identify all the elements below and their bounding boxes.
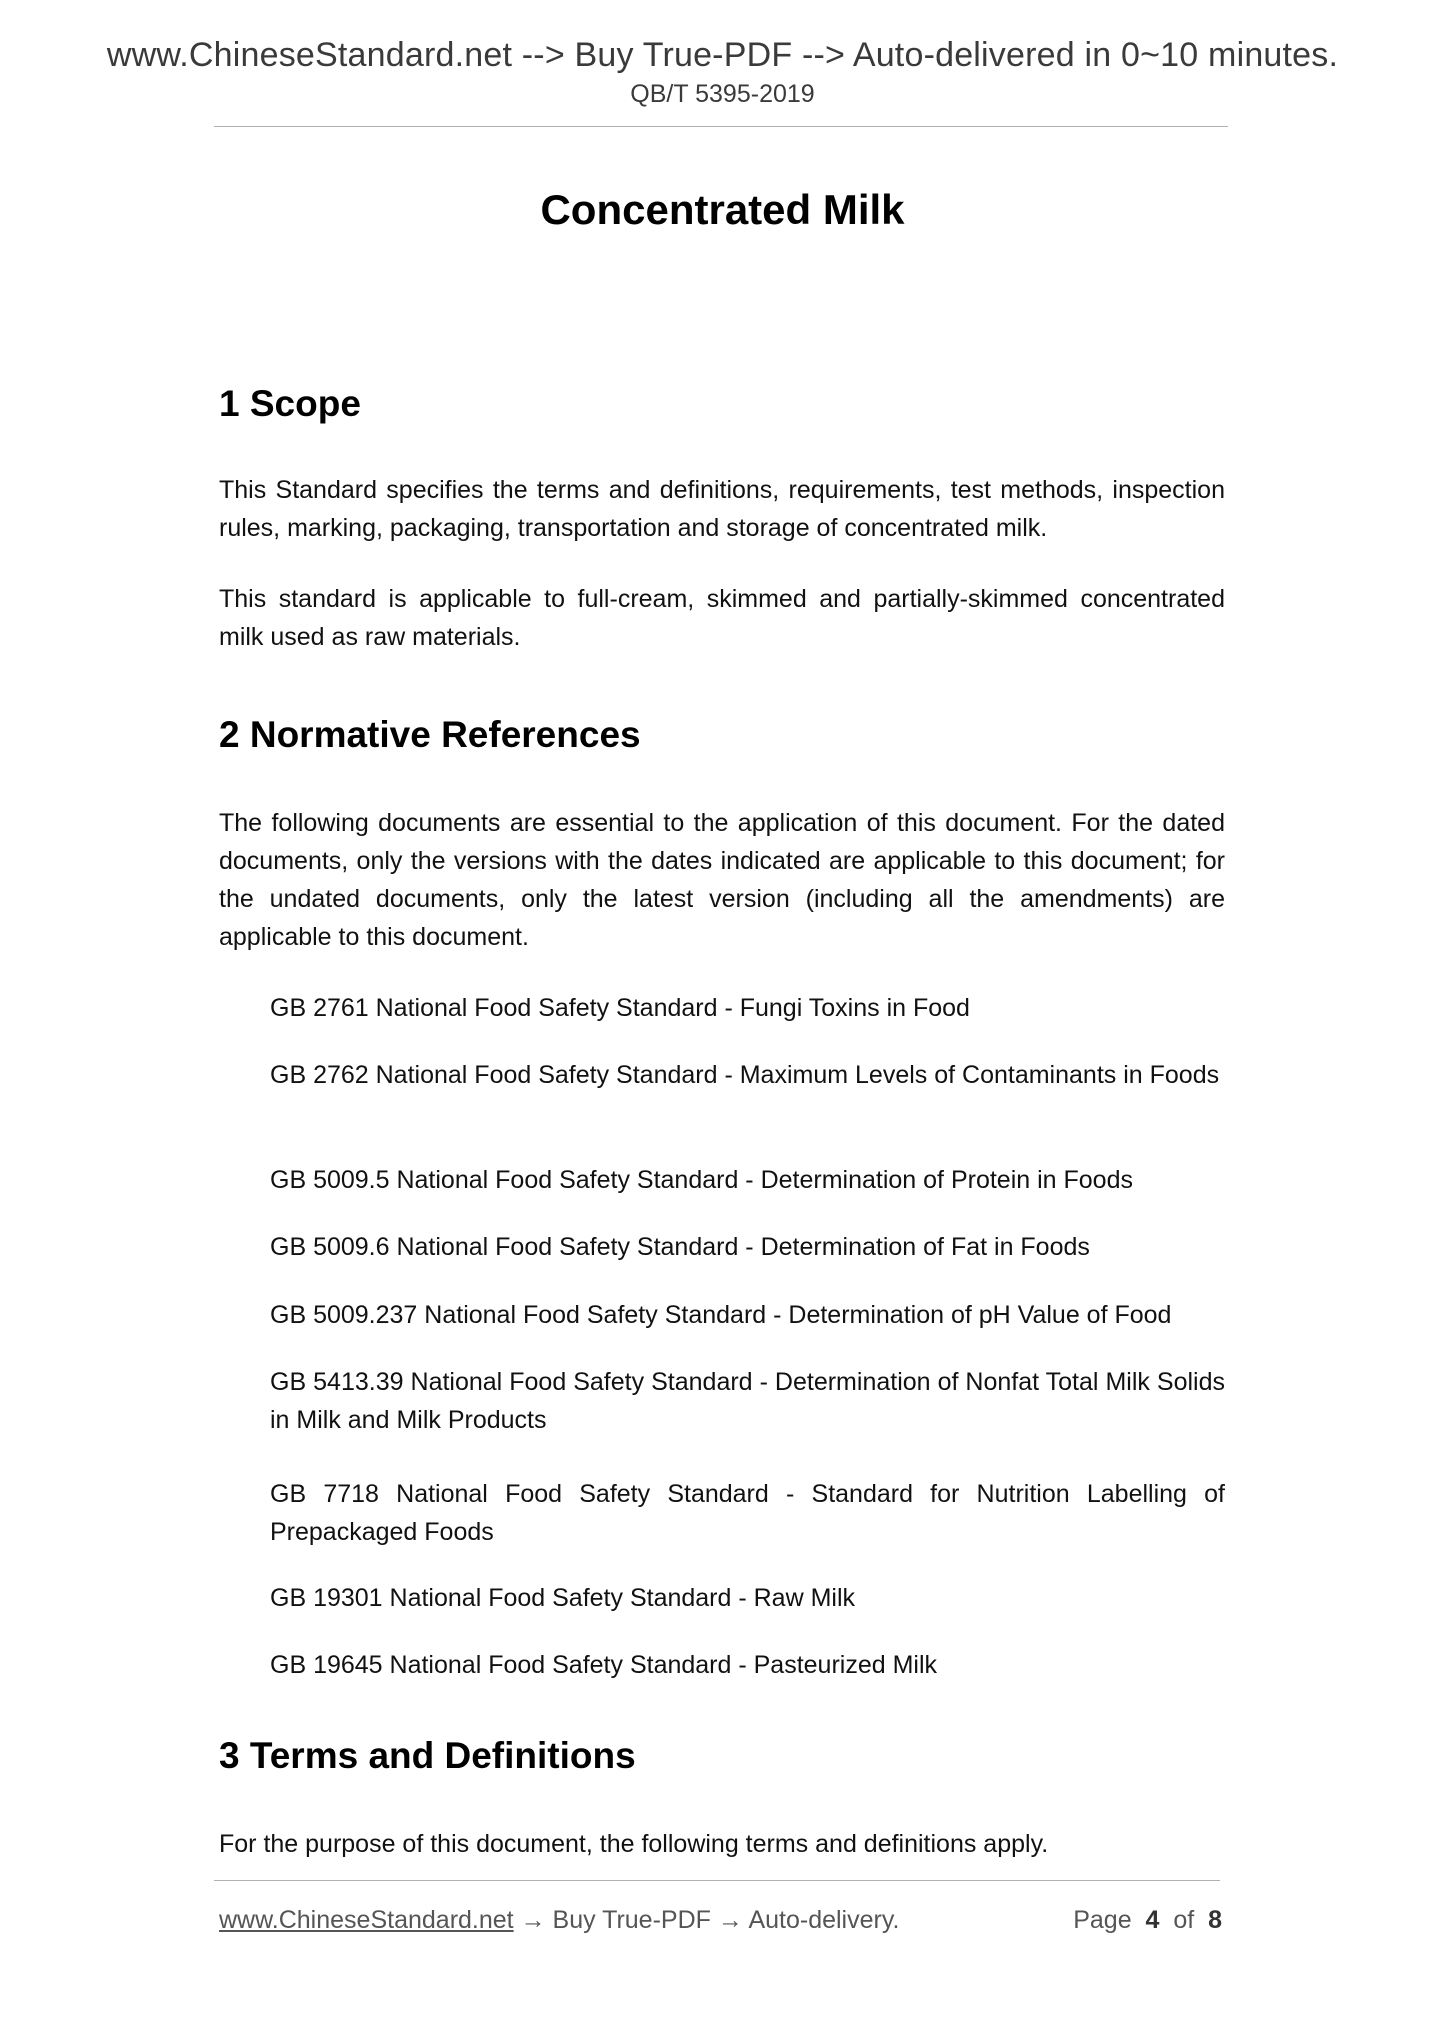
reference-item: GB 2762 National Food Safety Standard - Maximum Levels of Contaminants in Foods [270,1061,1220,1089]
arrow-right-icon: → [520,1906,546,1934]
reference-item: GB 5009.6 National Food Safety Standard - Determination of Fat in Foods [270,1233,1090,1261]
normative-intro-paragraph: The following documents are essential to the application of this document. For the dated documents, only the versions with the dates indicated are applicable to this document; for the undated documents, only the latest version (including all the amendments) are applicable to this document. [219,809,1225,951]
reference-item: GB 5413.39 National Food Safety Standard - Determination of Nonfat Total Milk Solids in Milk and Milk Products [270,1368,1225,1434]
reference-item: GB 19645 National Food Safety Standard - Pasteurized Milk [270,1651,938,1679]
page-total: 8 [1208,1906,1222,1934]
page-number: 4 [1145,1906,1160,1934]
arrow-right-icon: → [717,1906,743,1934]
footer-tagline-2: Auto-delivery. [748,1906,900,1934]
footer-divider [214,1880,1220,1881]
section-heading-scope: 1 Scope [219,383,361,424]
document-code: QB/T 5395-2019 [630,80,815,108]
page-label: Page [1073,1906,1132,1934]
terms-paragraph-1: For the purpose of this document, the following terms and definitions apply. [219,1830,1049,1858]
reference-item: GB 2761 National Food Safety Standard - Fungi Toxins in Food [270,994,970,1022]
reference-item: GB 5009.5 National Food Safety Standard - Determination of Protein in Foods [270,1166,1133,1194]
page-indicator [1073,1906,1222,1935]
footer-website-link[interactable]: www.ChineseStandard.net [219,1906,514,1934]
section-heading-normative-references: 2 Normative References [219,714,641,755]
footer-promo [219,1906,899,1935]
top-banner: www.ChineseStandard.net --> Buy True-PDF --> Auto-delivered in 0~10 minutes. [106,36,1339,74]
scope-paragraph-2: This standard is applicable to full-cream, skimmed and partially-skimmed concentrated milk used as raw materials. [219,585,1225,651]
reference-item: GB 7718 National Food Safety Standard - Standard for Nutrition Labelling of Prepackaged Foods [270,1480,1225,1546]
footer-tagline: Buy True-PDF [552,1906,711,1934]
page-of-label: of [1173,1906,1195,1934]
reference-item: GB 19301 National Food Safety Standard - Raw Milk [270,1584,856,1612]
header-divider [214,126,1228,127]
reference-item: GB 5009.237 National Food Safety Standard - Determination of pH Value of Food [270,1301,1172,1329]
scope-paragraph-1: This Standard specifies the terms and definitions, requirements, test methods, inspection rules, marking, packaging, transportation and storage of concentrated milk. [219,476,1225,542]
section-heading-terms-definitions: 3 Terms and Definitions [219,1735,636,1776]
page-title: Concentrated Milk [540,186,905,233]
